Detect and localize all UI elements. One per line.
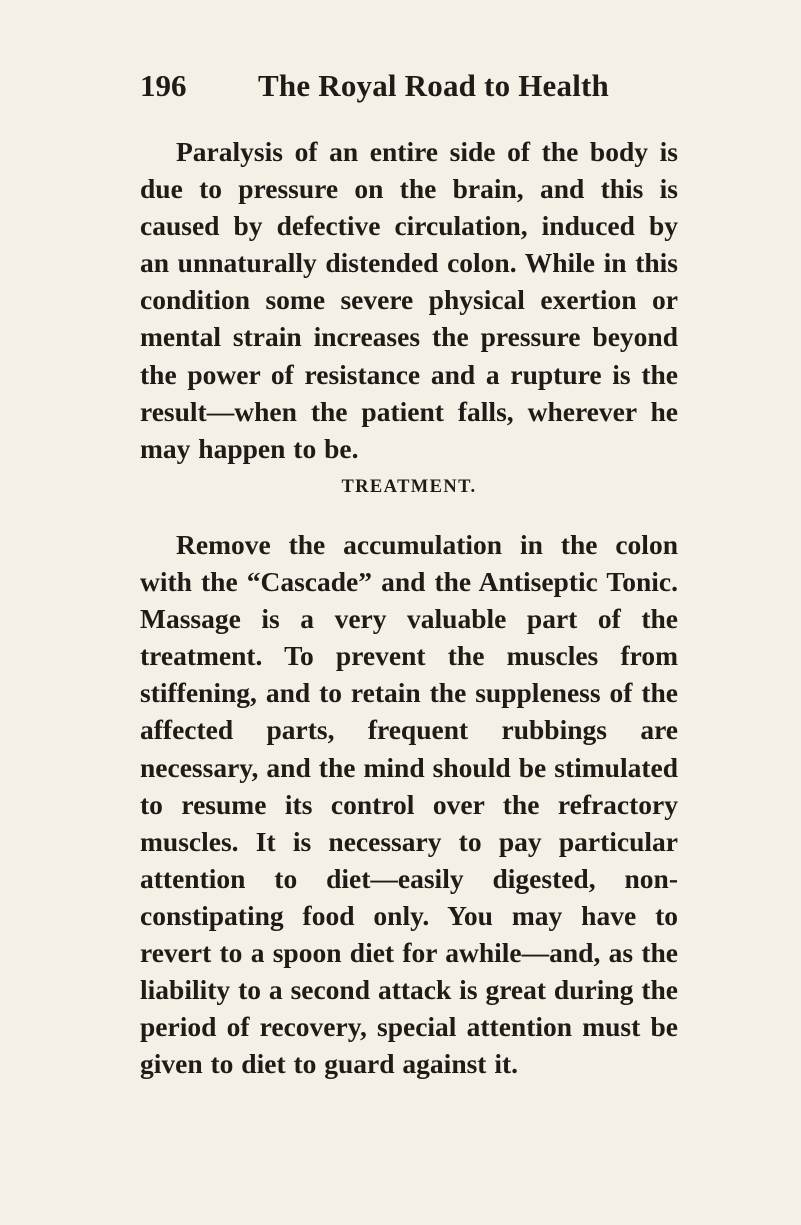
section-heading-treatment: TREATMENT. [341,477,477,497]
paragraph-paralysis: Paralysis of an entire side of the body is due to pressure on the brain, and this is caused by defective circulation, induced by an unnaturally distended colon. While in this condition some severe physical exertion or mental strain increases the pressure beyond the power of resistance and a rupture is the result—when the patient falls, wherever he may happen to be. [140,136,678,464]
paragraph-treatment: Remove the accumulation in the colon with the “Cascade” and the Antiseptic Tonic. Massage is a very valuable part of the treatment. To prevent the muscles from stiffening, and to retain the suppleness of the affected parts, frequent rubbings are necessary, and the mind should be stimulated to resume its control over the refractory muscles. It is necessary to pay particular attention to diet—easily digested, non-constipating food only. You may have to revert to a spoon diet for awhile—and, as the liability to a second attack is great during the period of recovery, special attention must be given to diet to guard against it. [140,529,678,1080]
running-head [140,68,680,108]
running-title: The Royal Road to Health [258,68,609,103]
page-number: 196 [140,68,187,103]
